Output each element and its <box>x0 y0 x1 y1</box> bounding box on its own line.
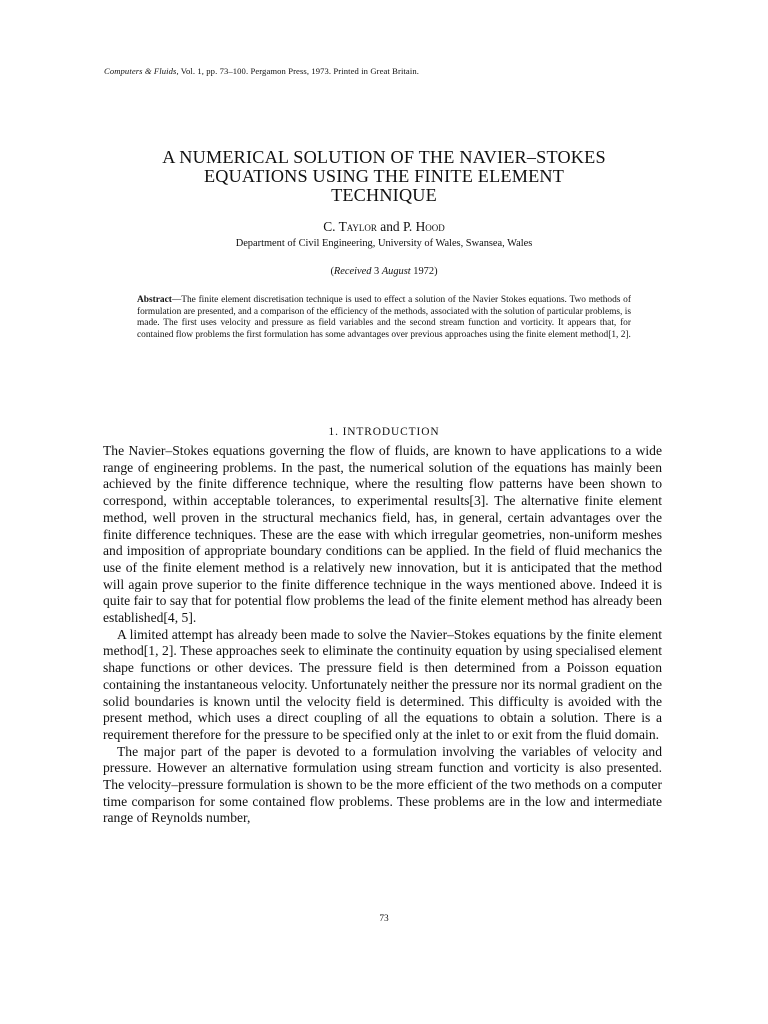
introduction-body <box>103 443 662 827</box>
journal-details: Vol. 1, pp. 73–100. Pergamon Press, 1973. Printed in Great Britain. <box>178 66 419 76</box>
title-line-2: EQUATIONS USING THE FINITE ELEMENT <box>203 166 565 186</box>
journal-header <box>104 66 419 76</box>
paper-title <box>104 148 664 205</box>
received-year: 1972) <box>410 266 438 277</box>
section-heading-introduction: 1. INTRODUCTION <box>328 426 440 438</box>
received-label: Received <box>333 266 372 277</box>
received-day: 3 <box>371 266 382 277</box>
title-line-3: TECHNIQUE <box>331 185 437 205</box>
author-taylor: C. Taylor <box>323 219 377 234</box>
received-open-paren: ( <box>330 266 334 277</box>
received-date <box>104 266 664 277</box>
page-number: 73 <box>379 914 389 924</box>
journal-name: Computers & Fluids, <box>104 66 179 76</box>
title-line-1: A NUMERICAL SOLUTION OF THE NAVIER–STOKES <box>162 147 606 167</box>
affiliation: Department of Civil Engineering, University of Wales, Swansea, Wales <box>235 238 533 249</box>
authors <box>104 219 664 235</box>
author-hood: P. Hood <box>402 219 445 234</box>
received-month: August <box>381 266 411 277</box>
paragraph-1: The Navier–Stokes equations governing the flow of fluids, are known to have applications to a wide range of engineering problems. In the past, the numerical solution of the equations has mainly been achieved by the finite difference technique, where the resulting flow patterns have been shown to correspond, within acceptable tolerances, to experimental results[3]. The alternative finite element method, well proven in the structural mechanics field, has, in general, certain advantages over the finite difference techniques. These are the ease with which irregular geometries, non-uniform meshes and imposition of appropriate boundary conditions can be applied. In the field of fluid mechanics the use of the finite element method is a relatively new innovation, but it is anticipated that the method will again prove superior to the finite difference technique in the ways mentioned above. Indeed it is quite fair to say that for potential flow problems the lead of the finite element method has already been established[4, 5]. <box>103 443 662 626</box>
paragraph-3: The major part of the paper is devoted to a formulation involving the variables of velocity and pressure. However an alternative formulation using stream function and vorticity is also presented. The velocity–pressure formulation is shown to be the more efficient of the two methods on a computer time comparison for some contained flow problems. These problems are in the low and intermediate range of Reynolds number, <box>103 743 662 826</box>
authors-conjunction: and <box>376 219 403 234</box>
abstract <box>137 295 631 341</box>
abstract-label: Abstract <box>137 295 172 305</box>
abstract-text: —The finite element discretisation technique is used to effect a solution of the Navier Stokes equations. Two methods of formulation are presented, and a comparison of the efficiency of the methods, associated with the solution of particular problems, is made. The first uses velocity and pressure as field variables and the second stream function and vorticity. It appears that, for contained flow problems the first formulation has some advantages over previous approaches using the finite element method[1, 2]. <box>137 295 631 340</box>
paragraph-2: A limited attempt has already been made to solve the Navier–Stokes equations by the finite element method[1, 2]. These approaches seek to eliminate the continuity equation by using specialised element shape functions or other devices. The pressure field is then determined from a Poisson equation containing the instantaneous velocity. Unfortunately neither the pressure nor its normal gradient on the solid boundaries is known until the velocity field is determined. This difficulty is avoided with the present method, which uses a direct coupling of all the equations to obtain a solution. There is a requirement therefore for the pressure to be specified only at the inlet to or exit from the fluid domain. <box>103 626 662 742</box>
